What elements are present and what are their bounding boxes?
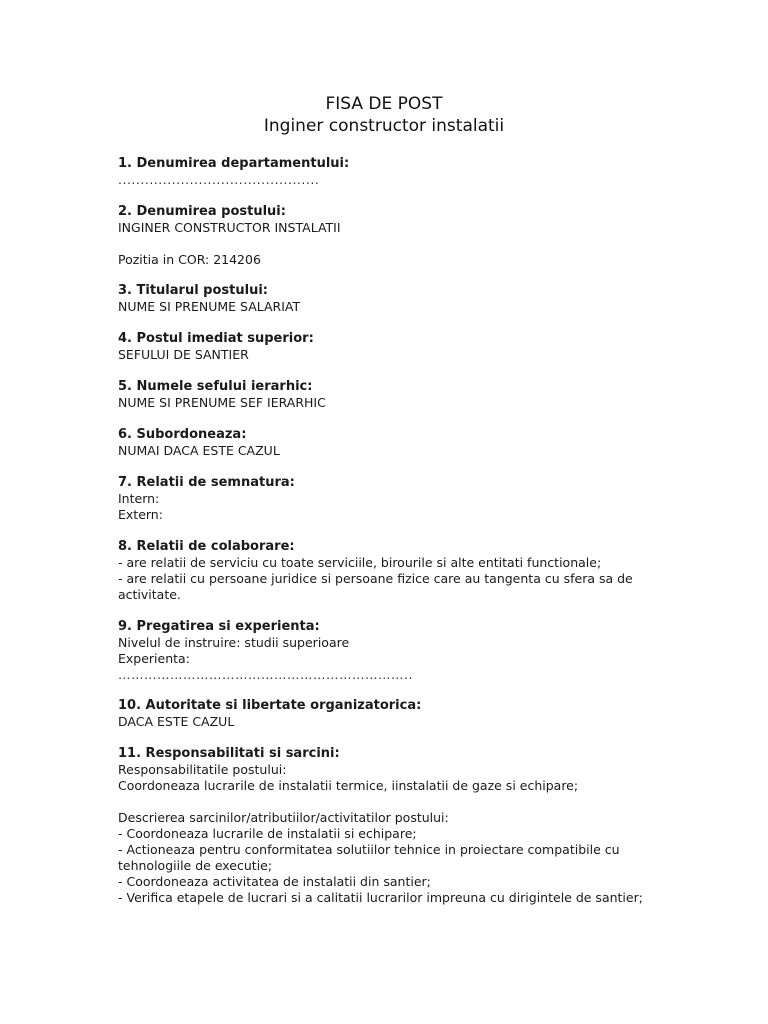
section-line: Responsabilitatile postului:: [118, 762, 287, 777]
section-heading: 11. Responsabilitati si sarcini:: [118, 746, 340, 761]
section-line: Intern:: [118, 491, 160, 506]
section-value: NUMAI DACA ESTE CAZUL: [118, 443, 280, 458]
section-subordinates: [118, 427, 658, 459]
section-training: [118, 619, 658, 683]
cor-code: Pozitia in COR: 214206: [118, 252, 261, 267]
section-line: Descrierea sarcinilor/atributiilor/activitatilor postului:: [118, 810, 449, 825]
section-heading: 8. Relatii de colaborare:: [118, 539, 295, 554]
document-body: [118, 156, 658, 906]
document-subtitle: Inginer constructor instalatii: [263, 116, 505, 136]
section-line: Extern:: [118, 507, 163, 522]
section-value: NUME SI PRENUME SEF IERARHIC: [118, 395, 326, 410]
section-cor: [118, 252, 658, 268]
section-heading: 5. Numele sefului ierarhic:: [118, 379, 313, 394]
section-department: [118, 156, 658, 188]
section-heading: 7. Relatii de semnatura:: [118, 475, 295, 490]
section-heading: 2. Denumirea postului:: [118, 204, 286, 219]
section-line: - are relatii cu persoane juridice si persoane fizice care au tangenta cu sfera sa de activitate.: [118, 571, 637, 602]
section-boss-name: [118, 379, 658, 411]
section-value: .............................................: [118, 172, 320, 187]
section-superior: [118, 331, 658, 363]
section-line: - Coordoneaza activitatea de instalatii din santier;: [118, 874, 431, 889]
section-value: DACA ESTE CAZUL: [118, 714, 235, 729]
section-signature-relations: [118, 475, 658, 523]
section-line: - Coordoneaza lucrarile de instalatii si echipare;: [118, 826, 417, 841]
section-heading: 9. Pregatirea si experienta:: [118, 619, 320, 634]
section-heading: 10. Autoritate si libertate organizatorica:: [118, 698, 422, 713]
document-title: FISA DE POST: [325, 94, 443, 114]
section-collaboration: [118, 539, 658, 603]
section-line: Experienta:: [118, 651, 190, 666]
section-heading: 6. Subordoneaza:: [118, 427, 247, 442]
section-line: - Actioneaza pentru conformitatea solutiilor tehnice in proiectare compatibile cu tehnologiile de executie;: [118, 842, 624, 873]
section-position-name: [118, 204, 658, 236]
section-line: - Verifica etapele de lucrari si a calitatii lucrarilor impreuna cu dirigintele de santier;: [118, 890, 643, 905]
section-line: Nivelul de instruire: studii superioare: [118, 635, 350, 650]
section-value: NUME SI PRENUME SALARIAT: [118, 299, 301, 314]
section-heading: 4. Postul imediat superior:: [118, 331, 314, 346]
section-line: Coordoneaza lucrarile de instalatii termice, iinstalatii de gaze si echipare;: [118, 778, 579, 793]
section-line: - are relatii de serviciu cu toate serviciile, birourile si alte entitati functionale;: [118, 555, 602, 570]
section-value: SEFULUI DE SANTIER: [118, 347, 249, 362]
section-heading: 1. Denumirea departamentului:: [118, 156, 350, 171]
section-authority: [118, 698, 658, 730]
section-line: …………………………………………………………..: [118, 667, 413, 682]
section-value: INGINER CONSTRUCTOR INSTALATII: [118, 220, 341, 235]
section-responsibilities: [118, 746, 658, 906]
section-heading: 3. Titularul postului:: [118, 283, 268, 298]
section-holder: [118, 283, 658, 315]
